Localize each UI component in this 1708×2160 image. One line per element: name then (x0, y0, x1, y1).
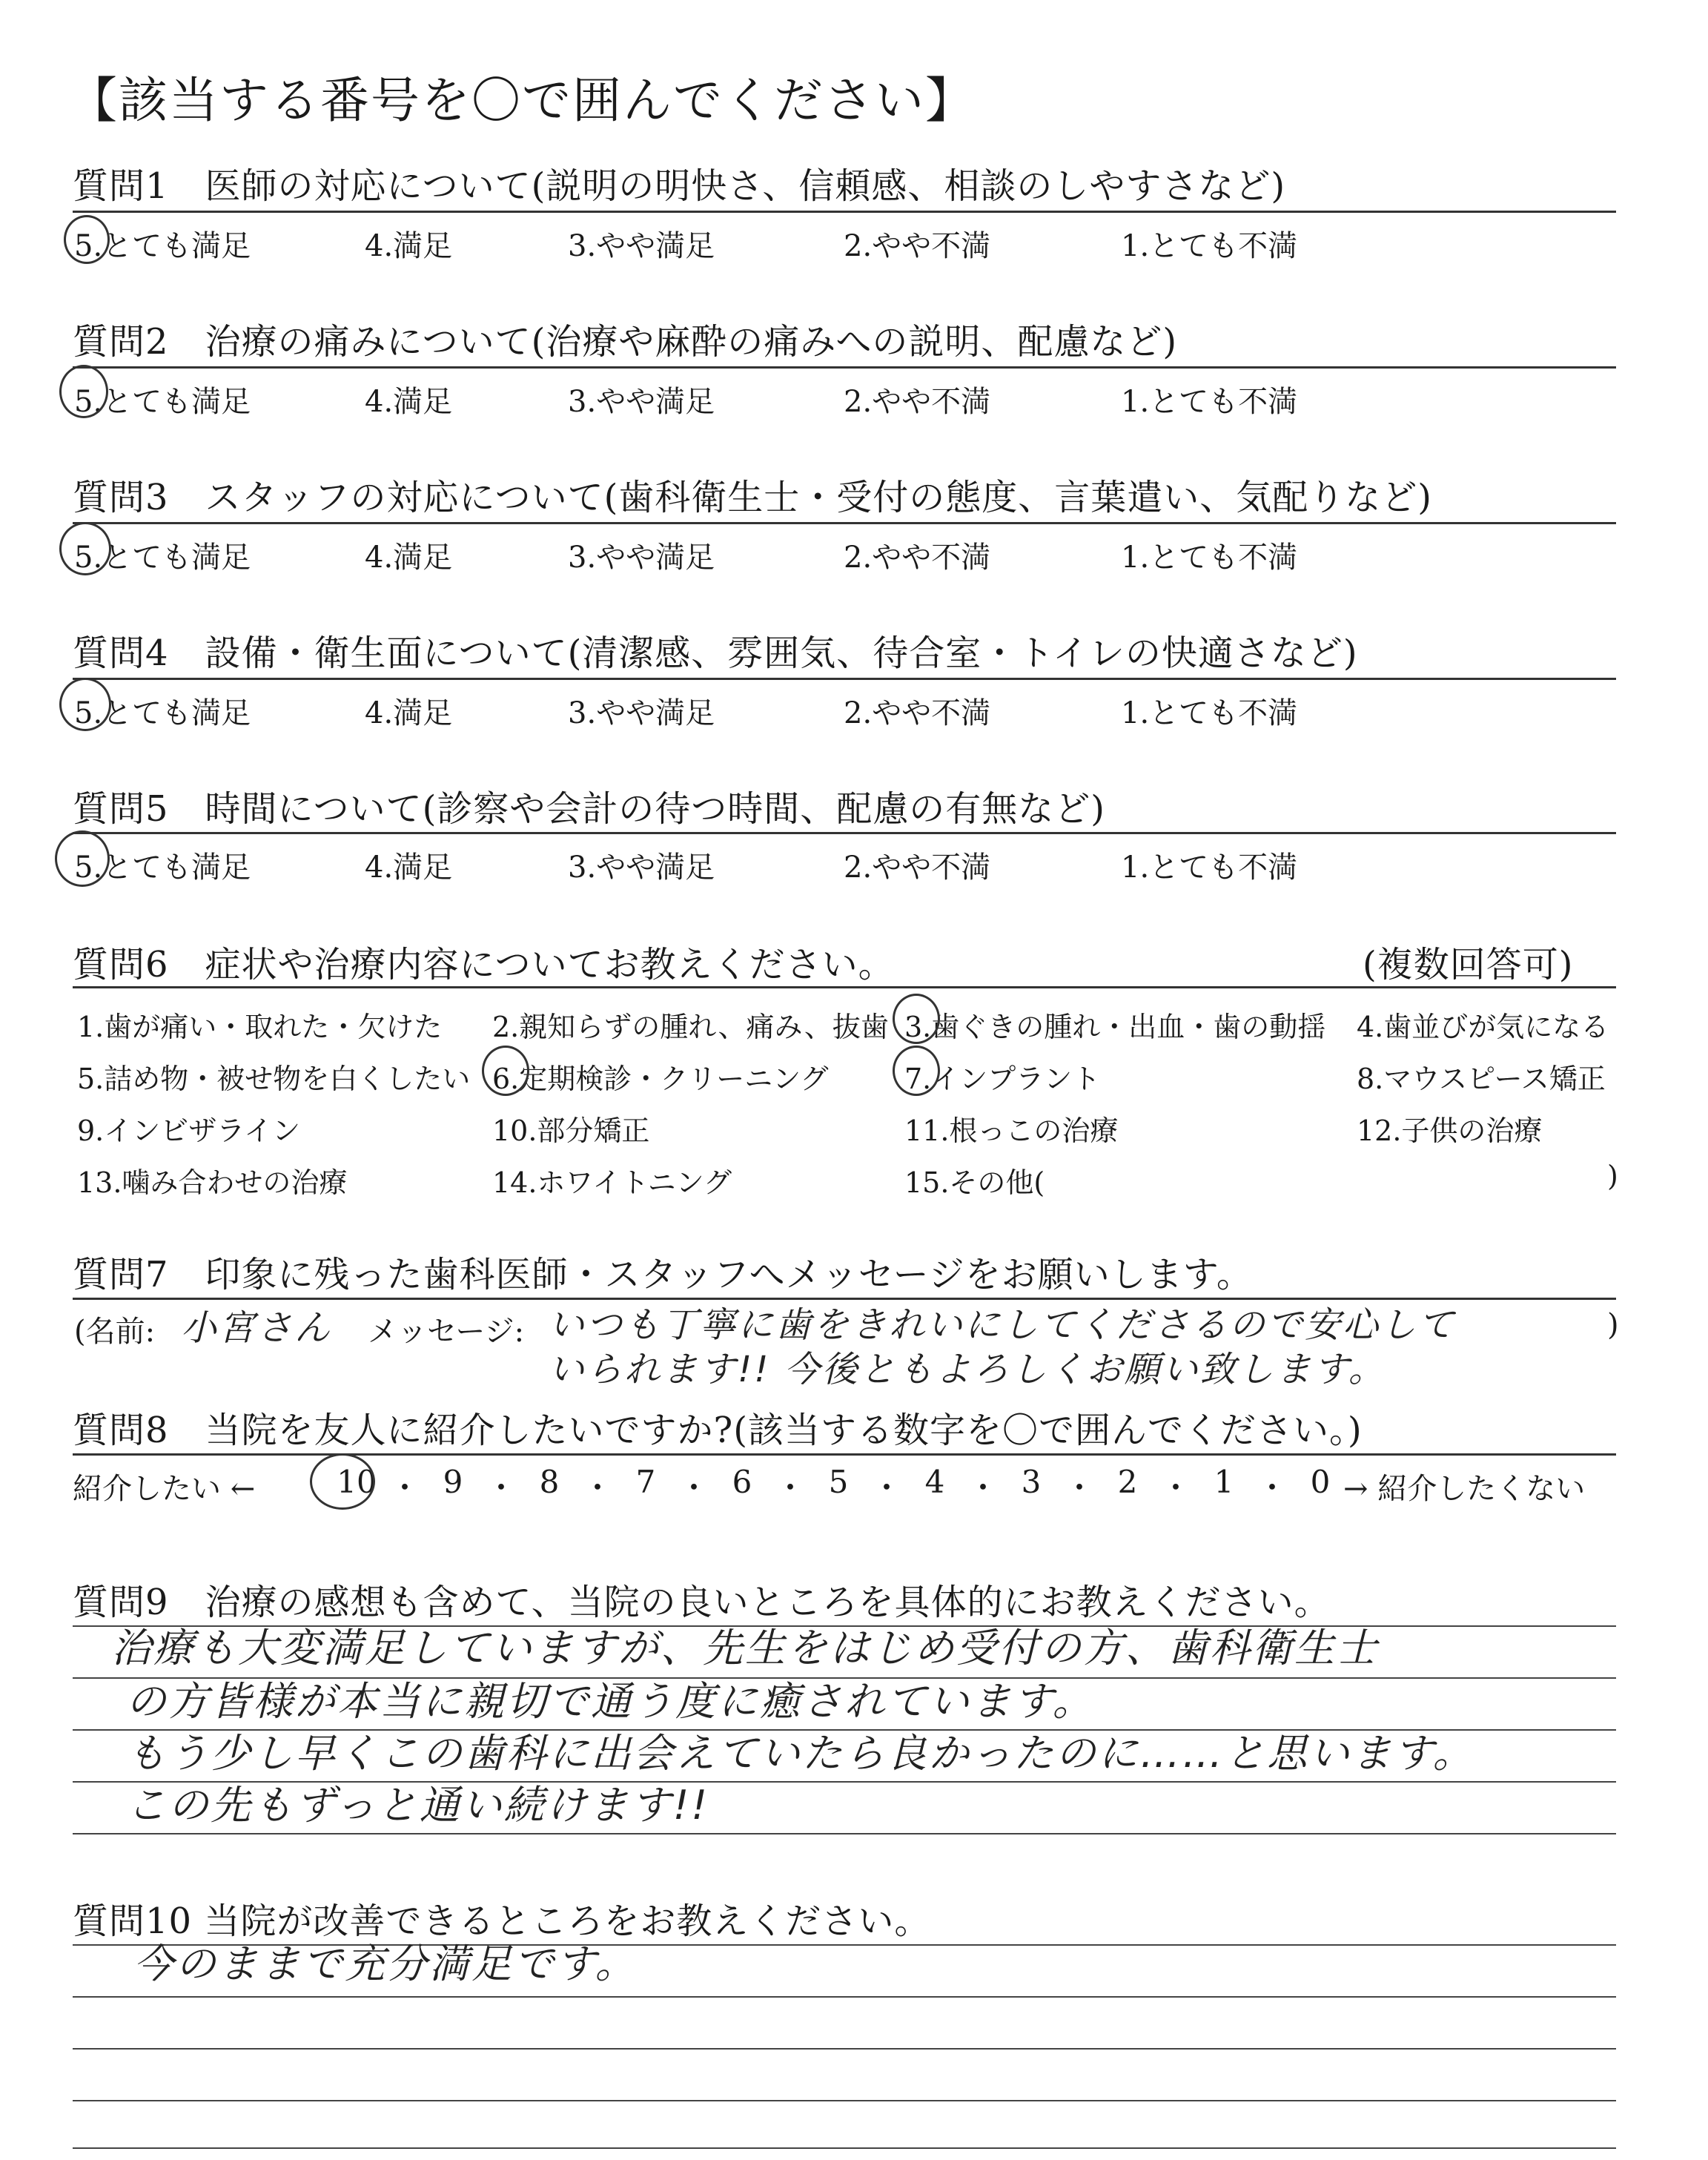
q8-scale-dot: ・ (1063, 1470, 1095, 1506)
q7-name-prefix: (名前: (74, 1315, 156, 1349)
q8-scale-10[interactable]: 10 (337, 1464, 377, 1500)
q10-line-2 (73, 1996, 1616, 1998)
q8-scale (326, 1464, 1351, 1508)
q6-selection-circle-6 (482, 1046, 529, 1096)
q1-option-1[interactable]: 1.とても不満 (1121, 229, 1298, 263)
question-5-label: 質問5 時間について(診察や会計の待つ時間、配慮の有無など) (73, 788, 1106, 830)
question-7-label: 質問7 印象に残った歯科医師・スタッフへメッセージをお願いします。 (73, 1254, 1253, 1295)
q8-scale-dot: ・ (678, 1470, 709, 1506)
q2-option-4[interactable]: 4.満足 (365, 385, 453, 419)
q8-scale-6[interactable]: 6 (732, 1464, 752, 1500)
question-8-rule (73, 1453, 1616, 1456)
q4-option-3[interactable]: 3.やや満足 (568, 696, 715, 730)
question-6-rule (73, 986, 1616, 988)
q8-scale-9[interactable]: 9 (443, 1464, 463, 1500)
q2-option-5[interactable]: 5.とても満足 (74, 385, 251, 419)
q6-option-6[interactable]: 6.定期検診・クリーニング (492, 1063, 829, 1095)
q6-option-11[interactable]: 11.根っこの治療 (904, 1114, 1119, 1147)
q6-option-13[interactable]: 13.噛み合わせの治療 (77, 1166, 348, 1199)
q5-option-1[interactable]: 1.とても不満 (1121, 851, 1298, 885)
q9-answer-line-1[interactable]: 治療も大変満足していますが、先生をはじめ受付の方、歯科衛生士 (111, 1625, 1379, 1671)
q2-option-1[interactable]: 1.とても不満 (1121, 385, 1298, 419)
q4-option-5[interactable]: 5.とても満足 (74, 696, 251, 730)
q6-option-14[interactable]: 14.ホワイトニング (492, 1166, 732, 1199)
q7-name-value[interactable]: 小宮さん (181, 1307, 333, 1349)
question-5-rule (73, 832, 1616, 834)
q8-scale-dot: ・ (1256, 1470, 1288, 1506)
q8-scale-dot: ・ (870, 1470, 902, 1506)
q4-option-1[interactable]: 1.とても不満 (1121, 696, 1298, 730)
question-9-label: 質問9 治療の感想も含めて、当院の良いところを具体的にお教えください。 (73, 1582, 1331, 1623)
q10-answer-line-1[interactable]: 今のままで充分満足です。 (133, 1941, 638, 1987)
q1-option-3[interactable]: 3.やや満足 (568, 229, 715, 263)
q6-option-4[interactable]: 4.歯並びが気になる (1357, 1011, 1609, 1043)
q6-option-15[interactable]: 15.その他( (904, 1166, 1045, 1199)
q8-scale-4[interactable]: 4 (924, 1464, 945, 1500)
q8-scale-dot: ・ (388, 1470, 420, 1506)
question-10-label: 質問10 当院が改善できるところをお教えください。 (73, 1900, 931, 1942)
q8-scale-3[interactable]: 3 (1021, 1464, 1042, 1500)
q4-option-4[interactable]: 4.満足 (365, 696, 453, 730)
q5-option-3[interactable]: 3.やや満足 (568, 851, 715, 885)
q6-option-5[interactable]: 5.詰め物・被せ物を白くしたい (77, 1063, 471, 1095)
q7-message-line-1[interactable]: いつも丁寧に歯をきれいにしてくださるので安心して (549, 1304, 1457, 1346)
q7-message-prefix: メッセージ: (368, 1315, 525, 1349)
q6-selection-circle-7 (893, 1046, 940, 1096)
q5-selection-circle (55, 830, 110, 887)
q5-option-4[interactable]: 4.満足 (365, 851, 453, 885)
q8-scale-dot: ・ (581, 1470, 613, 1506)
question-6-label: 質問6 症状や治療内容についてお教えください。 (73, 944, 895, 985)
q6-option-8[interactable]: 8.マウスピース矯正 (1357, 1063, 1606, 1095)
q1-selection-circle (64, 215, 110, 264)
q8-scale-8[interactable]: 8 (539, 1464, 560, 1500)
question-8-label: 質問8 当院を友人に紹介したいですか?(該当する数字を〇で囲んでください。) (73, 1410, 1363, 1451)
q9-answer-line-4[interactable]: この先もずっと通い続けます!! (126, 1782, 710, 1829)
question-1-label: 質問1 医師の対応について(説明の明快さ、信頼感、相談のしやすさなど) (73, 165, 1286, 207)
q6-option-7[interactable]: 7.インプラント (904, 1063, 1101, 1095)
q6-option-2[interactable]: 2.親知らずの腫れ、痛み、抜歯 (492, 1011, 889, 1043)
question-2-rule (73, 366, 1616, 369)
page-title: 【該当する番号を〇で囲んでください】 (68, 72, 976, 129)
q6-option-1[interactable]: 1.歯が痛い・取れた・欠けた (77, 1011, 443, 1043)
question-4-label: 質問4 設備・衛生面について(清潔感、雰囲気、待合室・トイレの快適さなど) (73, 633, 1358, 674)
q10-line-3 (73, 2048, 1616, 2050)
q9-answer-line-3[interactable]: もう少し早くこの歯科に出会えていたら良かったのに……と思います。 (126, 1730, 1475, 1777)
q7-close-paren: ) (1607, 1308, 1619, 1342)
question-6-note: (複数回答可) (1363, 944, 1574, 985)
q6-option-9[interactable]: 9.インビザライン (77, 1114, 301, 1147)
q8-scale-dot: ・ (774, 1470, 806, 1506)
q4-option-2[interactable]: 2.やや不満 (844, 696, 991, 730)
q5-option-5[interactable]: 5.とても満足 (74, 851, 251, 885)
q5-option-2[interactable]: 2.やや不満 (844, 851, 991, 885)
q8-right-label: → 紹介したくない (1343, 1472, 1586, 1506)
q9-line-5 (73, 1833, 1616, 1834)
q6-option-3[interactable]: 3.歯ぐきの腫れ・出血・歯の動揺 (904, 1011, 1326, 1043)
q3-option-3[interactable]: 3.やや満足 (568, 541, 715, 575)
q3-option-5[interactable]: 5.とても満足 (74, 541, 251, 575)
q8-left-label: 紹介したい ← (73, 1472, 256, 1506)
question-3-label: 質問3 スタッフの対応について(歯科衛生士・受付の態度、言葉遣い、気配りなど) (73, 477, 1433, 518)
q8-scale-0[interactable]: 0 (1310, 1464, 1331, 1500)
q3-option-1[interactable]: 1.とても不満 (1121, 541, 1298, 575)
q8-selection-circle (310, 1453, 375, 1510)
q2-option-2[interactable]: 2.やや不満 (844, 385, 991, 419)
q2-selection-circle (59, 365, 108, 418)
question-1-rule (73, 211, 1616, 213)
q7-message-line-2[interactable]: いられます!! 今後ともよろしくお願い致します。 (549, 1349, 1386, 1390)
q4-selection-circle (59, 678, 111, 731)
q8-scale-7[interactable]: 7 (635, 1464, 656, 1500)
q6-option-15-close: ) (1607, 1160, 1618, 1192)
q10-line-4 (73, 2100, 1616, 2101)
q6-selection-circle-3 (893, 994, 940, 1044)
q6-option-10[interactable]: 10.部分矯正 (492, 1114, 650, 1147)
q1-option-5[interactable]: 5.とても満足 (74, 229, 251, 263)
q1-option-4[interactable]: 4.満足 (365, 229, 453, 263)
q9-answer-line-2[interactable]: の方皆様が本当に親切で通う度に癒されています。 (126, 1678, 1095, 1725)
q8-scale-2[interactable]: 2 (1117, 1464, 1138, 1500)
q8-scale-dot: ・ (485, 1470, 517, 1506)
q6-option-12[interactable]: 12.子供の治療 (1357, 1114, 1543, 1147)
q8-scale-1[interactable]: 1 (1214, 1464, 1234, 1500)
question-2-label: 質問2 治療の痛みについて(治療や麻酔の痛みへの説明、配慮など) (73, 321, 1178, 363)
question-3-rule (73, 522, 1616, 524)
q8-scale-dot: ・ (1159, 1470, 1191, 1506)
q3-selection-circle (59, 522, 111, 575)
q8-scale-5[interactable]: 5 (828, 1464, 849, 1500)
q3-option-4[interactable]: 4.満足 (365, 541, 453, 575)
q2-option-3[interactable]: 3.やや満足 (568, 385, 715, 419)
question-4-rule (73, 678, 1616, 680)
q10-line-5 (73, 2147, 1616, 2149)
q8-scale-dot: ・ (967, 1470, 999, 1506)
q1-option-2[interactable]: 2.やや不満 (844, 229, 991, 263)
q3-option-2[interactable]: 2.やや不満 (844, 541, 991, 575)
